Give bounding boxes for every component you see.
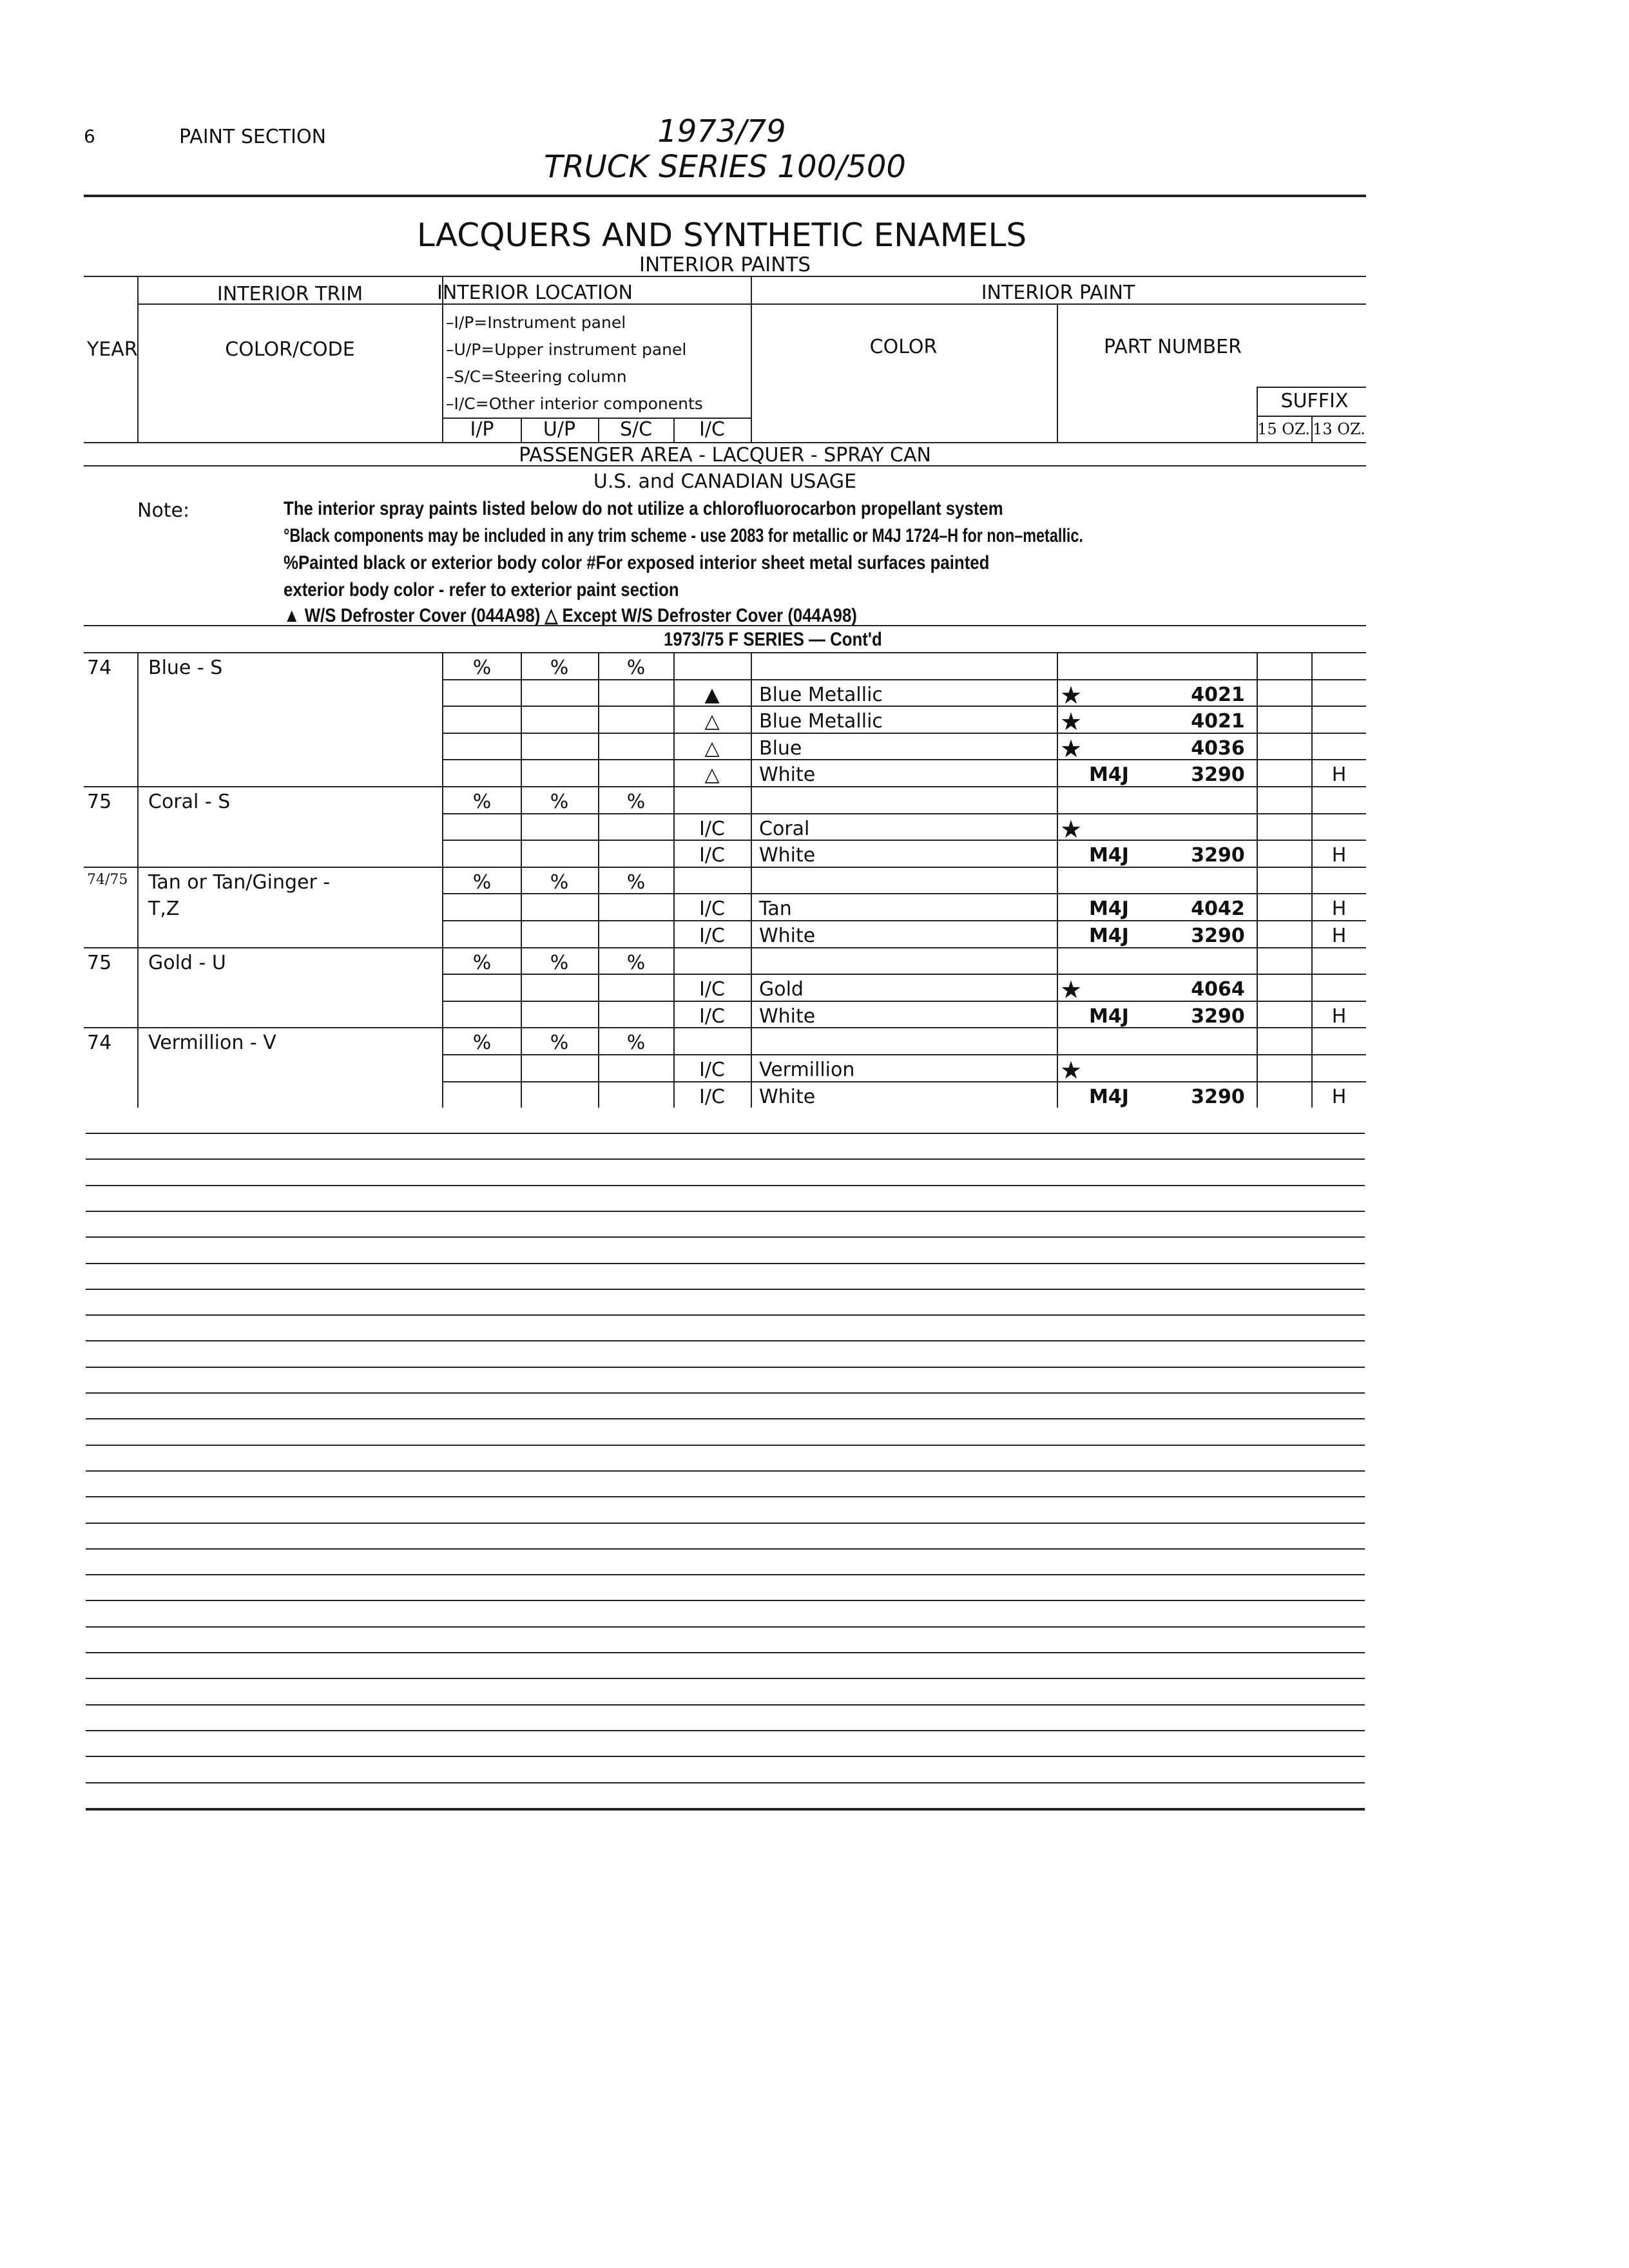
location-cell: ▲	[704, 683, 720, 706]
location-cell: I/C	[699, 817, 725, 840]
color-cell: Blue	[759, 736, 802, 760]
color-cell: Blue Metallic	[759, 710, 883, 733]
year-cell: 75	[87, 791, 112, 813]
year-cell: 74/75	[87, 871, 128, 888]
col-suffix-15oz: 15 OZ.	[1257, 420, 1310, 438]
header-rule	[84, 195, 1366, 197]
note-line-2: °Black components may be included in any trim scheme - use 2083 for metallic or M4J 1724–H for non–metallic.	[284, 525, 1083, 546]
color-cell: White	[759, 844, 816, 867]
pct-sc-cell: %	[626, 951, 646, 974]
page-number: 6	[84, 126, 95, 147]
part-number-cell: 3290	[1191, 1004, 1245, 1028]
col-color-code: COLOR/CODE	[225, 338, 355, 361]
part-prefix-cell: M4J	[1089, 1004, 1129, 1028]
part-prefix-cell: M4J	[1089, 898, 1129, 921]
col-interior-trim: INTERIOR TRIM	[217, 283, 363, 305]
loc-def-sc: –S/C=Steering column	[446, 367, 627, 386]
part-number-cell: 3290	[1191, 925, 1245, 947]
col-year: YEAR	[87, 338, 138, 361]
col-ic: I/C	[699, 418, 725, 441]
part-number-cell: 4042	[1191, 898, 1245, 921]
color-cell: Tan	[759, 898, 792, 921]
color-cell: Vermillion	[759, 1059, 855, 1081]
part-number-cell: 4021	[1191, 683, 1245, 706]
main-title: LACQUERS AND SYNTHETIC ENAMELS	[416, 216, 1027, 254]
color-cell: White	[759, 764, 816, 787]
col-interior-paint: INTERIOR PAINT	[981, 282, 1135, 304]
pct-sc-cell: %	[626, 1032, 646, 1055]
pct-ip-cell: %	[472, 1032, 492, 1055]
color-cell: Coral	[759, 817, 810, 840]
doc-title-series: TRUCK SERIES 100/500	[544, 149, 906, 185]
part-number-cell: 4036	[1191, 736, 1245, 760]
pct-ip-cell: %	[472, 657, 492, 679]
pct-up-cell: %	[550, 1032, 569, 1055]
note-line-1: The interior spray paints listed below do not utilize a chlorofluorocarbon propellant system	[284, 498, 1003, 519]
pct-up-cell: %	[550, 657, 569, 679]
section-label: PAINT SECTION	[179, 126, 327, 148]
suffix-cell: H	[1331, 764, 1347, 787]
star-icon: ★	[1060, 734, 1083, 763]
doc-title-years: 1973/79	[657, 113, 786, 149]
suffix-cell: H	[1331, 898, 1347, 921]
location-cell: I/C	[699, 978, 725, 1001]
star-icon: ★	[1060, 680, 1083, 709]
sub-title: INTERIOR PAINTS	[639, 253, 811, 276]
col-interior-location: INTERIOR LOCATION	[437, 282, 633, 304]
loc-def-ic: –I/C=Other interior components	[446, 394, 703, 413]
pct-up-cell: %	[550, 870, 569, 894]
star-icon: ★	[1060, 975, 1083, 1004]
col-sc: S/C	[619, 418, 653, 441]
note-line-3: %Painted black or exterior body color #For exposed interior sheet metal surfaces painted	[284, 552, 990, 573]
loc-def-up: –U/P=Upper instrument panel	[446, 340, 687, 359]
pct-ip-cell: %	[472, 951, 492, 974]
part-prefix-cell: M4J	[1089, 764, 1129, 787]
suffix-cell: H	[1331, 844, 1347, 867]
location-cell: I/C	[699, 898, 725, 921]
location-cell: I/C	[699, 1059, 725, 1081]
location-cell: △	[704, 764, 720, 787]
trim-cell: Gold - U	[148, 951, 226, 974]
pct-up-cell: %	[550, 791, 569, 813]
color-cell: White	[759, 1085, 816, 1108]
part-number-cell: 3290	[1191, 844, 1245, 867]
location-cell: I/C	[699, 1085, 725, 1108]
suffix-cell: H	[1331, 1004, 1347, 1028]
year-cell: 75	[87, 951, 112, 974]
suffix-cell: H	[1331, 925, 1347, 947]
trim-cell: Coral - S	[148, 791, 231, 813]
trim-cell: Tan or Tan/Ginger -	[148, 870, 331, 894]
trim-cell: Blue - S	[148, 657, 223, 679]
note-line-4: exterior body color - refer to exterior paint section	[284, 579, 679, 601]
col-suffix: SUFFIX	[1280, 390, 1349, 412]
location-cell: I/C	[699, 844, 725, 867]
loc-def-ip: –I/P=Instrument panel	[446, 313, 626, 332]
location-cell: I/C	[699, 1004, 725, 1028]
part-prefix-cell: M4J	[1089, 1085, 1129, 1108]
suffix-cell: H	[1331, 1085, 1347, 1108]
location-cell: △	[704, 710, 720, 733]
year-cell: 74	[87, 1032, 112, 1055]
area-title: PASSENGER AREA - LACQUER - SPRAY CAN	[519, 444, 931, 466]
part-number-cell: 4064	[1191, 978, 1245, 1001]
col-part-number: PART NUMBER	[1104, 336, 1242, 358]
pct-sc-cell: %	[626, 791, 646, 813]
star-icon: ★	[1060, 1056, 1083, 1084]
pct-sc-cell: %	[626, 870, 646, 894]
series-title: 1973/75 F SERIES — Cont'd	[664, 629, 882, 650]
part-number-cell: 3290	[1191, 764, 1245, 787]
trim-code-cell: T,Z	[148, 898, 180, 921]
part-number-cell: 3290	[1191, 1085, 1245, 1108]
pct-ip-cell: %	[472, 870, 492, 894]
year-cell: 74	[87, 657, 112, 679]
pct-ip-cell: %	[472, 791, 492, 813]
col-suffix-13oz: 13 OZ.	[1313, 420, 1365, 438]
color-cell: Gold	[759, 978, 804, 1001]
note-label: Note:	[137, 499, 190, 522]
col-color: COLOR	[869, 336, 938, 358]
pct-up-cell: %	[550, 951, 569, 974]
part-prefix-cell: M4J	[1089, 844, 1129, 867]
part-prefix-cell: M4J	[1089, 925, 1129, 947]
part-number-cell: 4021	[1191, 710, 1245, 733]
color-cell: Blue Metallic	[759, 683, 883, 706]
location-cell: △	[704, 736, 720, 760]
color-cell: White	[759, 1004, 816, 1028]
location-cell: I/C	[699, 925, 725, 947]
color-cell: White	[759, 925, 816, 947]
col-ip: I/P	[470, 418, 494, 441]
star-icon: ★	[1060, 814, 1083, 843]
note-line-5: ▲ W/S Defroster Cover (044A98) △ Except W/S Defroster Cover (044A98)	[284, 605, 857, 626]
usage-label: U.S. and CANADIAN USAGE	[593, 470, 857, 493]
trim-cell: Vermillion - V	[148, 1032, 276, 1055]
col-up: U/P	[543, 418, 576, 441]
star-icon: ★	[1060, 707, 1083, 736]
pct-sc-cell: %	[626, 657, 646, 679]
